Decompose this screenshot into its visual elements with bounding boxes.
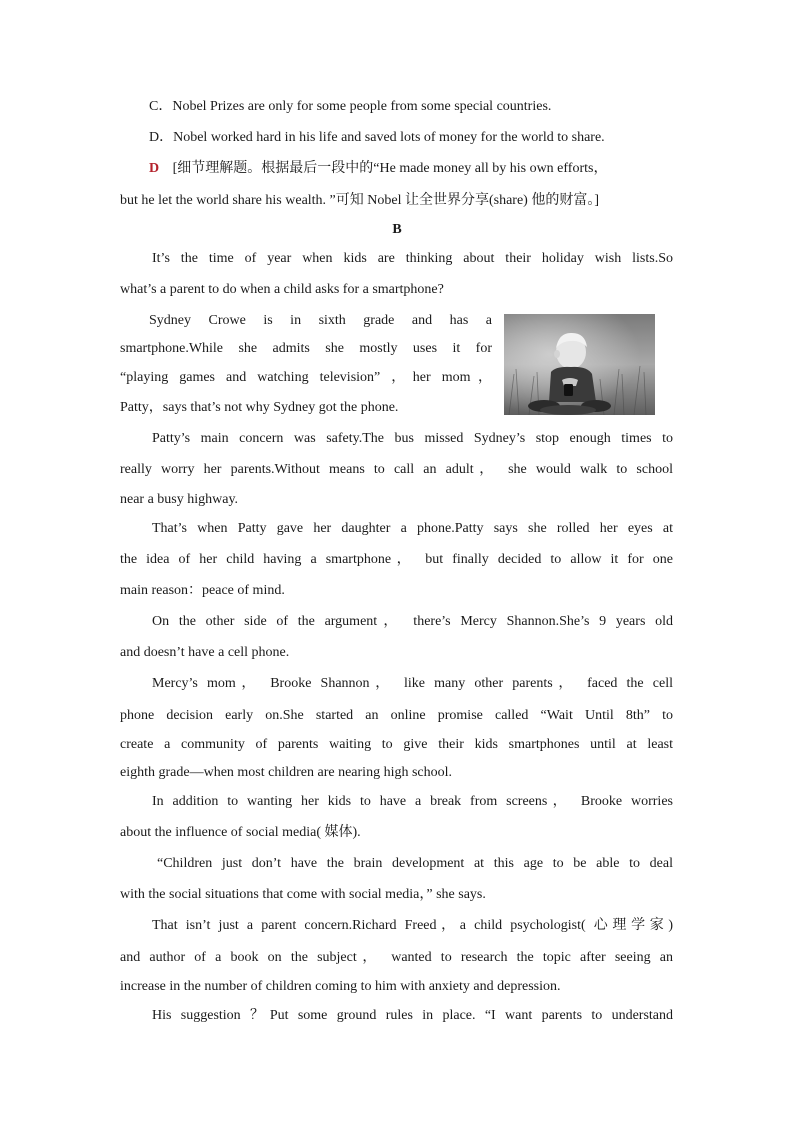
paragraph-line: “Children just don’t have the brain development at this age to be able to deal <box>157 856 673 871</box>
paragraph-line: increase in the number of children coming to him with anxiety and depression. <box>120 979 561 994</box>
paragraph-line: main reason：peace of mind. <box>120 583 285 598</box>
paragraph-line: near a busy highway. <box>120 492 239 507</box>
paragraph-line: His suggestion ？Put some ground rules in place. “I want parents to understand <box>152 1008 673 1023</box>
paragraph-line: what’s a parent to do when a child asks for a smartphone? <box>120 282 444 297</box>
paragraph-line: create a community of parents waiting to give their kids smartphones until at least <box>120 737 673 752</box>
paragraph-line: It’s the time of year when kids are thinking about their holiday wish lists.So <box>152 251 673 266</box>
paragraph-line: Mercy’s mom， Brooke Shannon， like many other parents， faced the cell <box>152 676 673 691</box>
paragraph-line: smartphone.While she admits she mostly uses it for <box>120 341 492 356</box>
child-with-phone-photo <box>504 314 655 415</box>
answer-explanation: [细节理解题。根据最后一段中的“He made money all by his own efforts， <box>172 161 608 176</box>
answer-explanation-cont: but he let the world share his wealth. ”可知 Nobel 让全世界分享(share) 他的财富。] <box>120 193 600 208</box>
paragraph-line: That isn’t just a parent concern.Richard Freed，a child psychologist( 心理学家) <box>152 918 673 933</box>
option-c: C．Nobel Prizes are only for some people from some special countries. <box>149 99 552 114</box>
paragraph-line: the idea of her child having a smartphone， but finally decided to allow it for one <box>120 552 673 567</box>
paragraph-line: and doesn’t have a cell phone. <box>120 645 290 660</box>
paragraph-line: eighth grade—when most children are nearing high school. <box>120 765 453 780</box>
paragraph-line: phone decision early on.She started an online promise called “Wait Until 8th” to <box>120 708 673 723</box>
paragraph-line: On the other side of the argument， there’s Mercy Shannon.She’s 9 years old <box>152 614 673 629</box>
paragraph-line: with the social situations that come with social media，” she says. <box>120 887 486 902</box>
answer-line <box>149 159 673 179</box>
paragraph-line: Patty’s main concern was safety.The bus missed Sydney’s stop enough times to <box>152 431 673 446</box>
paragraph-line: and author of a book on the subject， wanted to research the topic after seeing an <box>120 950 673 965</box>
paragraph-line: about the influence of social media( 媒体). <box>120 825 361 840</box>
paragraph-line: That’s when Patty gave her daughter a phone.Patty says she rolled her eyes at <box>152 521 673 536</box>
paragraph-line: really worry her parents.Without means to call an adult， she would walk to school <box>120 462 673 477</box>
paragraph-line: In addition to wanting her kids to have a break from screens， Brooke worries <box>152 794 673 809</box>
paragraph-line: “playing games and watching television” ，her mom， <box>120 370 492 385</box>
paragraph-line: Patty，says that’s not why Sydney got the phone. <box>120 400 399 415</box>
option-d: D．Nobel worked hard in his life and saved lots of money for the world to share. <box>149 130 605 145</box>
paragraph-line: Sydney Crowe is in sixth grade and has a <box>149 313 492 328</box>
section-title: B <box>392 222 402 237</box>
answer-letter: D <box>149 161 160 176</box>
